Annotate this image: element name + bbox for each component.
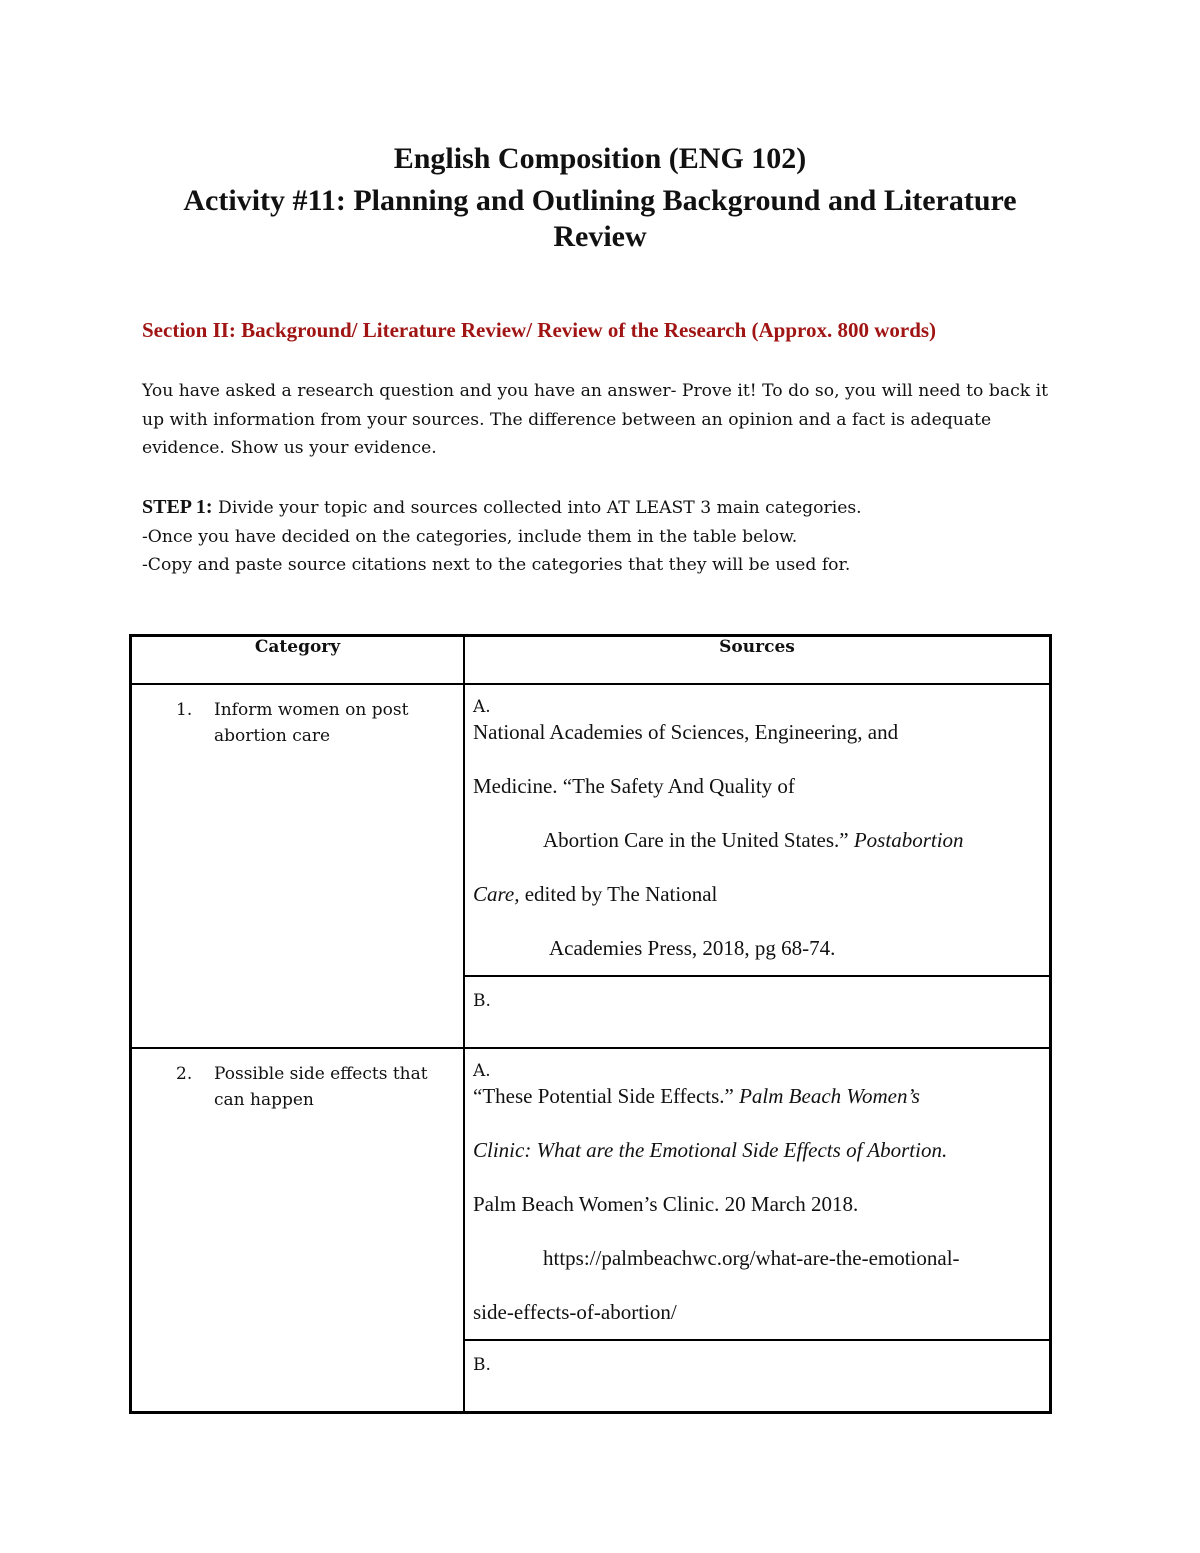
citation-line: Medicine. “The Safety And Quality of [473,774,795,798]
citation-url-line: side-effects-of-abortion/ [473,1300,677,1324]
intro-line: evidence. Show us your evidence. [142,438,437,458]
category-item: 2. Possible side effects that can happen [176,1064,428,1110]
section-heading: Section II: Background/ Literature Review/ Review of the Research (Approx. 800 words) [142,318,937,342]
category-column-header: Category [131,636,465,685]
citation-line: Abortion Care in the United States.” Postabortion [543,828,964,852]
source-b-cell [464,976,1051,1048]
step1-label: STEP 1: [142,496,213,518]
activity-title-continued: Review [553,220,647,253]
step1-bullet: -Copy and paste source citations next to the categories that they will be used for. [142,555,851,575]
step1-text: Divide your topic and sources collected into AT LEAST 3 main categories. [218,498,862,518]
source-letter: A. [473,1061,491,1081]
citation-url-line: https://palmbeachwc.org/what-are-the-emotional- [543,1246,960,1270]
document-title: English Composition (ENG 102) [393,142,807,175]
source-letter: B. [473,1355,491,1375]
source-letter: A. [473,697,491,717]
citation-line: Palm Beach Women’s Clinic. 20 March 2018. [473,1192,859,1216]
step1-bullet: -Once you have decided on the categories, include them in the table below. [142,526,798,547]
citation-line: Clinic: What are the Emotional Side Effects of Abortion. [473,1138,948,1162]
sources-column-header: Sources [464,636,1051,685]
citation-line: “These Potential Side Effects.” Palm Beach Women’s [473,1084,920,1108]
intro-line: You have asked a research question and you have an answer- Prove it! To do so, you will need to back it [142,381,1049,401]
source-b-cell [464,1340,1051,1412]
source-letter: B. [473,991,491,1011]
category-item: 1. Inform women on post abortion care [176,700,409,746]
activity-title: Activity #11: Planning and Outlining Background and Literature [183,184,1017,217]
intro-paragraph [142,377,1062,463]
category-sources-table [129,634,1052,1414]
citation-line: Academies Press, 2018, pg 68-74. [549,936,836,960]
category-cell [131,1048,465,1412]
step1-instructions [142,493,1062,580]
source-a-cell [464,1048,1051,1340]
citation-line: Care, edited by The National [473,882,718,906]
citation-line: National Academies of Sciences, Engineering, and [473,720,899,744]
source-a-cell [464,684,1051,976]
category-cell [131,684,465,1048]
intro-line: up with information from your sources. The difference between an opinion and a fact is adequate [142,409,992,430]
